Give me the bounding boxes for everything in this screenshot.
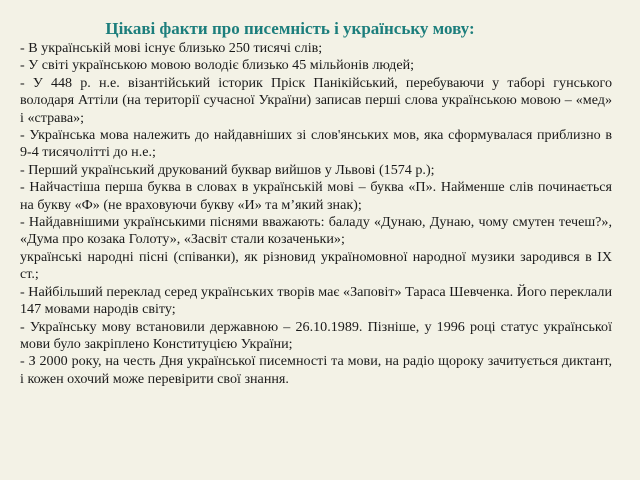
- fact-item: - Перший український друкований буквар вийшов у Львові (1574 р.);: [20, 161, 435, 178]
- fact-item: - Найчастіша перша буква в словах в українській мові – буква «П». Найменше слів починається на букву «Ф» (не враховуючи букву «И» та м’який знак);: [20, 179, 612, 213]
- fact-item: - Українська мова належить до найдавніших зі слов'янських мов, яка сформувалася приблизно в 9-4 тисячоліттi до н.е.;: [20, 127, 612, 161]
- fact-item: - Українську мову встановили державною – 26.10.1989. Пізніше, у 1996 році статус української мови було закріплено Конституцією України;: [20, 318, 612, 352]
- facts-list: [20, 40, 612, 388]
- fact-item: - З 2000 року, на честь Дня української писемності та мови, на радіо щороку зачитується диктант, і кожен охочий може перевірити свої знання.: [20, 353, 612, 387]
- fact-item: - У світі українською мовою володіє близько 45 мільйонів людей;: [20, 57, 415, 74]
- fact-item: - В українській мові існує близько 250 тисячі слів;: [20, 40, 323, 56]
- fact-item: - Найдавнішими українськими піснями вважають: баладу «Дунаю, Дунаю, чому смутен течеш?», «Дума про козака Голоту», «Засвіт стали козаченьки»;: [20, 214, 612, 248]
- fact-item: - У 448 р. н.е. візантійський історик Пріск Панікійський, перебуваючи у таборі гунського володаря Аттіли (на території сучасної України) записав перші слова українською мовою – «мед» і «страва»;: [20, 74, 612, 126]
- slide-title: Цікаві факти про писемність і українську мову:: [105, 19, 475, 38]
- fact-item: українські народні пісні (співанки), як різновид україномовної народної музики зародився в IX ст.;: [20, 248, 612, 283]
- fact-item: - Найбільший переклад серед українських творів має «Заповіт» Тараса Шевченка. Його переклали 147 мовами народів світу;: [20, 283, 612, 318]
